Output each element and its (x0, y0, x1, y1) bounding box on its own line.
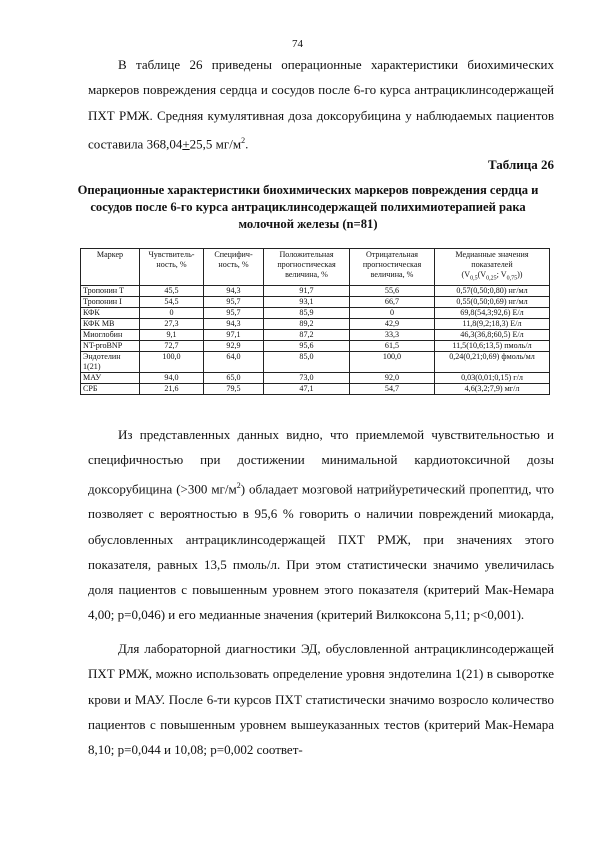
table-row (81, 318, 550, 329)
cell-specificity: 64,0 (204, 351, 264, 372)
intro-paragraph (88, 52, 554, 157)
intro-text: В таблице 26 приведены операционные характеристики биохимических маркеров повреждения сердца и сосудов после 6-го курса антрациклинсодержащей ПХТ РМЖ. Средняя кумулятивная доза доксорубицина у наблюдаемых пациентов составила 368,04 (88, 57, 554, 152)
intro-end: . (245, 136, 249, 152)
table-row (81, 307, 550, 318)
dose-tail: 25,5 мг/м (189, 136, 242, 152)
header-median-end: )) (517, 270, 523, 279)
header-median-v: (V (461, 270, 471, 279)
cell-marker: МАУ (81, 372, 140, 383)
cell-marker: КФК МВ (81, 318, 140, 329)
table-row (81, 372, 550, 383)
header-marker: Маркер (81, 249, 140, 286)
cell-ppv: 85,9 (264, 307, 350, 318)
table-row (81, 285, 550, 296)
cell-specificity: 95,7 (204, 307, 264, 318)
cell-sensitivity: 100,0 (140, 351, 204, 372)
cell-median: 11,5(10,6;13,5) пмоль/л (435, 340, 550, 351)
cell-median: 46,3(36,8;60,5) Е/л (435, 329, 550, 340)
cell-marker: Тропонин Т (81, 285, 140, 296)
header-sensitivity: Чувствитель-ность, % (140, 249, 204, 286)
header-specificity: Специфич-ность, % (204, 249, 264, 286)
header-median (435, 249, 550, 286)
header-median-mid1: (V (477, 270, 487, 279)
cell-sensitivity: 94,0 (140, 372, 204, 383)
cell-ppv: 73,0 (264, 372, 350, 383)
cell-ppv: 87,2 (264, 329, 350, 340)
header-median-text: Медианные значения показателей (455, 250, 529, 269)
cell-npv: 100,0 (350, 351, 435, 372)
header-npv: Отрицательная прогностическая величина, % (350, 249, 435, 286)
cell-sensitivity: 21,6 (140, 383, 204, 394)
table-body (81, 285, 550, 394)
cell-npv: 42,9 (350, 318, 435, 329)
cell-ppv: 95,6 (264, 340, 350, 351)
table-title: Операционные характеристики биохимических маркеров повреждения сердца и сосудов после 6-го курса антрациклинсодержащей полихимиотерапией рака молочной железы (n=81) (77, 183, 539, 231)
cell-median: 11,8(9,2;18,3) Е/л (435, 318, 550, 329)
cell-marker: Миоглобин (81, 329, 140, 340)
cell-ppv: 85,0 (264, 351, 350, 372)
table-row (81, 351, 550, 372)
cell-specificity: 79,5 (204, 383, 264, 394)
markers-table (80, 248, 550, 395)
cell-sensitivity: 0 (140, 307, 204, 318)
cell-npv: 61,5 (350, 340, 435, 351)
header-median-sub3: 0,75 (506, 275, 518, 282)
analysis-paragraph (88, 422, 554, 628)
cell-specificity: 95,7 (204, 296, 264, 307)
diagnostics-text: Для лабораторной диагностики ЭД, обусловленной антрациклинсодержащей ПХТ РМЖ, можно использовать определение уровня эндотелина 1(21) в сыворотке крови и МАУ. После 6-ти курсов ПХТ статистически значимо возросло количество пациентов с повышенным уровнем вышеуказанных тестов (критерий Мак-Немара 8,10; p=0,044 и 10,08; p=0,002 соответ- (88, 641, 554, 758)
cell-npv: 55,6 (350, 285, 435, 296)
page-number: 74 (292, 38, 303, 50)
table-header-row (81, 249, 550, 286)
cell-ppv: 93,1 (264, 296, 350, 307)
cell-sensitivity: 9,1 (140, 329, 204, 340)
cell-specificity: 94,3 (204, 318, 264, 329)
header-median-sub2: 0,25 (486, 275, 497, 282)
cell-specificity: 65,0 (204, 372, 264, 383)
table-row (81, 296, 550, 307)
analysis-text-after: ) обладает мозговой натрийуретический пропептид, что позволяет с вероятностью в 95,6 % говорить о наличии повреждений миокарда, обусловленных антрациклинсодержащей ПХТ РМЖ, при значениях этого показателя, равных 13,5 пмоль/л. При этом статистически значимо увеличилась доля пациентов с повышенным уровнем этого показателя (критерий Мак-Немара 4,00; p=0,046) и его медианные значения (критерий Вилкоксона 5,11; p<0,001). (88, 480, 554, 623)
header-ppv: Положительная прогностическая величина, % (264, 249, 350, 286)
cell-sensitivity: 54,5 (140, 296, 204, 307)
cell-median: 0,55(0,50;0,69) нг/мл (435, 296, 550, 307)
cell-median: 0,57(0,50;0,80) нг/мл (435, 285, 550, 296)
cell-ppv: 91,7 (264, 285, 350, 296)
cell-sensitivity: 45,5 (140, 285, 204, 296)
cell-specificity: 92,9 (204, 340, 264, 351)
header-median-sub1: 0,5 (470, 275, 478, 282)
cell-marker: Эндотелин 1(21) (81, 351, 140, 372)
table-row (81, 329, 550, 340)
cell-marker: КФК (81, 307, 140, 318)
cell-npv: 54,7 (350, 383, 435, 394)
analysis-superscript: 2 (236, 480, 241, 490)
cell-npv: 92,0 (350, 372, 435, 383)
cell-specificity: 97,1 (204, 329, 264, 340)
diagnostics-paragraph (88, 636, 554, 762)
dose-superscript: 2 (241, 135, 246, 145)
cell-marker: Тропонин I (81, 296, 140, 307)
cell-median: 4,6(3,2;7,9) мг/л (435, 383, 550, 394)
cell-median: 0,24(0,21;0,69) фмоль/мл (435, 351, 550, 372)
cell-marker: СРБ (81, 383, 140, 394)
cell-sensitivity: 27,3 (140, 318, 204, 329)
cell-npv: 66,7 (350, 296, 435, 307)
cell-median: 0,03(0,01;0,15) г/л (435, 372, 550, 383)
cell-ppv: 47,1 (264, 383, 350, 394)
analysis-text-before: Из представленных данных видно, что приемлемой чувствительностью и специфичностью при достижении минимальной кардиотоксичной дозы доксорубицина (>300 мг/м (88, 427, 554, 496)
cell-specificity: 94,3 (204, 285, 264, 296)
cell-marker: NT-proBNP (81, 340, 140, 351)
header-median-mid2: ; V (496, 270, 507, 279)
cell-ppv: 89,2 (264, 318, 350, 329)
plus-minus-sign: + (182, 136, 190, 152)
table-label: Таблица 26 (487, 157, 554, 172)
cell-npv: 33,3 (350, 329, 435, 340)
cell-sensitivity: 72,7 (140, 340, 204, 351)
table-row (81, 383, 550, 394)
table-row (81, 340, 550, 351)
cell-npv: 0 (350, 307, 435, 318)
cell-median: 69,8(54,3;92,6) Е/л (435, 307, 550, 318)
